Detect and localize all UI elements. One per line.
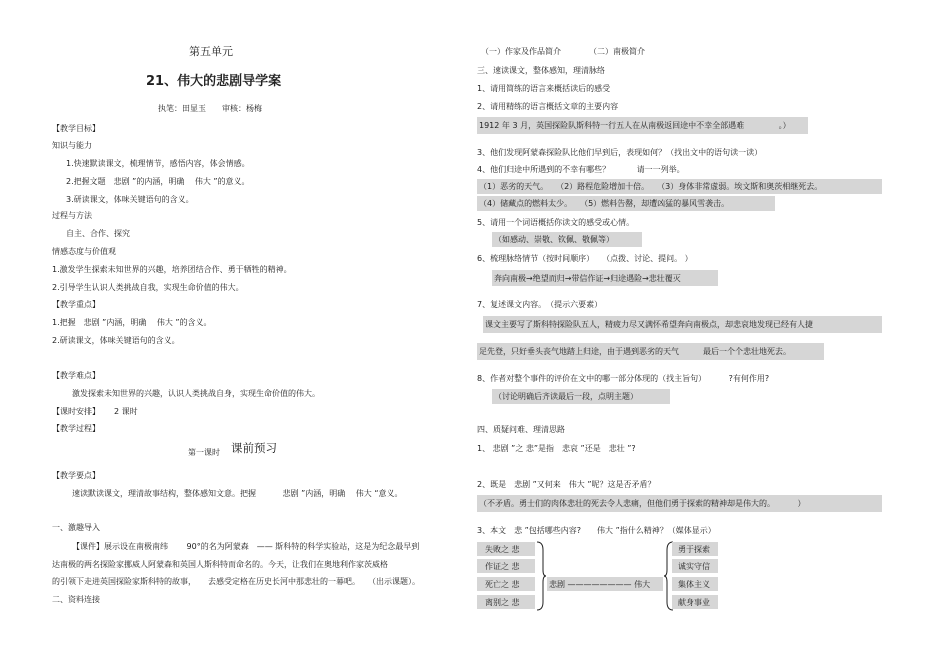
schedule-value: 2 课时 bbox=[114, 407, 138, 416]
question-1: 1、请用简练的语言来概括读后的感受 bbox=[477, 84, 611, 93]
key-1: 1.把握 悲剧 ”内涵，明确 伟大 ”的含义。 bbox=[52, 318, 212, 327]
key-2: 2.研读课文，体味关键语句的含义。 bbox=[52, 336, 180, 345]
section-4-heading: 四、质疑问难、理清思路 bbox=[477, 425, 565, 434]
goal-3: 3.研读课文，体味关键语句的含义。 bbox=[66, 195, 194, 204]
knowledge-heading: 知识与能力 bbox=[52, 141, 92, 150]
period-title: 课前预习 bbox=[231, 441, 277, 455]
section-2-heading: 二、资料连接 bbox=[52, 595, 100, 604]
discussion-3: 3、本文 悲 ”包括哪些内容? 伟大 ”指什么精神？（媒体显示） bbox=[477, 526, 716, 535]
section-1-heading: 一、激趣导入 bbox=[52, 523, 100, 532]
left-brace-icon bbox=[535, 540, 547, 612]
virtue-2: 诚实守信 bbox=[678, 562, 710, 571]
question-4: 4、他们归途中所遇到的不幸有哪些？ 请一一列举。 bbox=[477, 165, 685, 174]
ppt-line-2: 达南极的两名探险家挪威人阿蒙森和英国人斯科特而命名的。今天，让我们在奥地利作家茨威格 bbox=[52, 560, 388, 569]
process-heading: 过程与方法 bbox=[52, 211, 92, 220]
question-6: 6、梳理脉络情节（按时间顺序） （点拨、讨论、提问。 ） bbox=[477, 254, 693, 263]
virtue-4: 献身事业 bbox=[678, 598, 710, 607]
question-8: 8、作者对整个事件的评价在文中的哪一部分体现的（找主旨句） ?有何作用? bbox=[477, 374, 770, 383]
ppt-line-1: 【课件】展示设在南极南纬 90°的名为阿蒙森 —— 斯科特的科学实验站，这是为纪念最早到 bbox=[72, 542, 420, 551]
answer-5: （如感动、崇敬、钦佩、敬佩等） bbox=[494, 235, 614, 244]
emotion-heading: 情感态度与价值观 bbox=[52, 247, 116, 256]
answer-6: 奔向南极→绝望而归→带信作证→归途遇险→悲壮覆灭 bbox=[494, 274, 681, 283]
sorrow-2: 作证之 悲 bbox=[485, 562, 520, 571]
lesson-title: 21、伟大的悲剧导学案 bbox=[146, 74, 282, 89]
schedule-label: 【课时安排】 bbox=[52, 407, 100, 416]
question-5: 5、请用一个词语概括你读文的感受或心情。 bbox=[477, 218, 635, 227]
ppt-line-3: 的引领下走进英国探险家斯科特的故事， 去感受定格在历史长河中那悲壮的一幕吧。 （出示课题）。 bbox=[52, 577, 420, 586]
question-3: 3、他们发现阿蒙森探险队比他们早到后，表现如何？（找出文中的语句读一读） bbox=[477, 148, 763, 157]
period-small: 第一课时 bbox=[188, 448, 220, 457]
answer-4-line-2: （4）储藏点的燃料太少。 （5）燃料告罄，却遭凶猛的暴风雪袭击。 bbox=[479, 199, 730, 208]
virtue-3: 集体主义 bbox=[678, 580, 710, 589]
difficulty-text: 激发探索未知世界的兴趣，认识人类挑战自身，实现生命价值的伟大。 bbox=[72, 389, 320, 398]
unit-title: 第五单元 bbox=[189, 45, 233, 58]
methods: 自主、合作、探究 bbox=[66, 229, 130, 238]
section-3-heading: 三、速读课文，整体感知，理清脉络 bbox=[477, 66, 605, 75]
goals-header: 【教学目标】 bbox=[52, 124, 100, 133]
difficulty-header: 【教学难点】 bbox=[52, 371, 100, 380]
discussion-2: 2、既是 悲剧 ”又何来 伟大 ”呢？这是否矛盾？ bbox=[477, 480, 656, 489]
discussion-2-answer: （不矛盾。勇士们的肉体悲壮的死去令人悲痛，但他们勇于探索的精神却是伟大的。 ） bbox=[479, 499, 806, 508]
points-text: 速读默读课文，理清故事结构，整体感知文意。把握 悲剧 ”内涵，明确 伟大 “意义。 bbox=[72, 489, 403, 498]
emotion-1: 1.激发学生探索未知世界的兴趣，培养团结合作、勇于牺牲的精神。 bbox=[52, 265, 292, 274]
authors: 执笔：田显玉 审核：杨梅 bbox=[158, 104, 262, 113]
tragedy-line: 悲剧 ———————— 伟大 bbox=[549, 580, 651, 589]
answer-7-line-2: 足先登，只好垂头丧气地踏上归途，由于遇到恶劣的天气 最后一个个悲壮地死去。 bbox=[479, 347, 791, 356]
sorrow-4: 离别之 悲 bbox=[485, 598, 520, 607]
links-line: （一）作家及作品简介 （二）南极简介 bbox=[481, 47, 645, 56]
question-2: 2、请用精练的语言概括文章的主要内容 bbox=[477, 102, 619, 111]
points-header: 【教学要点】 bbox=[52, 471, 100, 480]
key-header: 【教学重点】 bbox=[52, 300, 100, 309]
goal-1: 1.快速默读课文，梳理情节，感悟内容，体会情感。 bbox=[66, 159, 250, 168]
goal-2: 2.把握文题 悲剧 ”的内涵，明确 伟大 ”的意义。 bbox=[66, 177, 250, 186]
sorrow-3: 死亡之 悲 bbox=[485, 580, 520, 589]
virtue-1: 勇于探索 bbox=[678, 545, 710, 554]
discussion-1: 1、 悲剧 ”之 悲”是指 悲哀 ”还是 悲壮 ”? bbox=[477, 444, 636, 453]
question-7: 7、复述课文内容。 （提示六要素） bbox=[477, 300, 603, 309]
procedure-header: 【教学过程】 bbox=[52, 424, 100, 433]
answer-7-line-1: 课文主要写了斯科特探险队五人，精疲力尽又满怀希望奔向南极点，却悲哀地发现已经有人捷 bbox=[485, 320, 813, 329]
sorrow-1: 失败之 悲 bbox=[485, 545, 520, 554]
emotion-2: 2.引导学生认识人类挑战自我，实现生命价值的伟大。 bbox=[52, 283, 244, 292]
answer-8: （讨论明确后齐读最后一段，点明主题） bbox=[494, 392, 638, 401]
answer-4-line-1: （1）恶劣的天气。 （2）路程危险增加十倍。 （3）身体非常虚弱。埃文斯和奥茨相继死去。 bbox=[479, 182, 823, 191]
answer-2: 1912 年 3 月，英国探险队斯科特一行五人在从南极返回途中不幸全部遇难 。） bbox=[479, 121, 791, 130]
